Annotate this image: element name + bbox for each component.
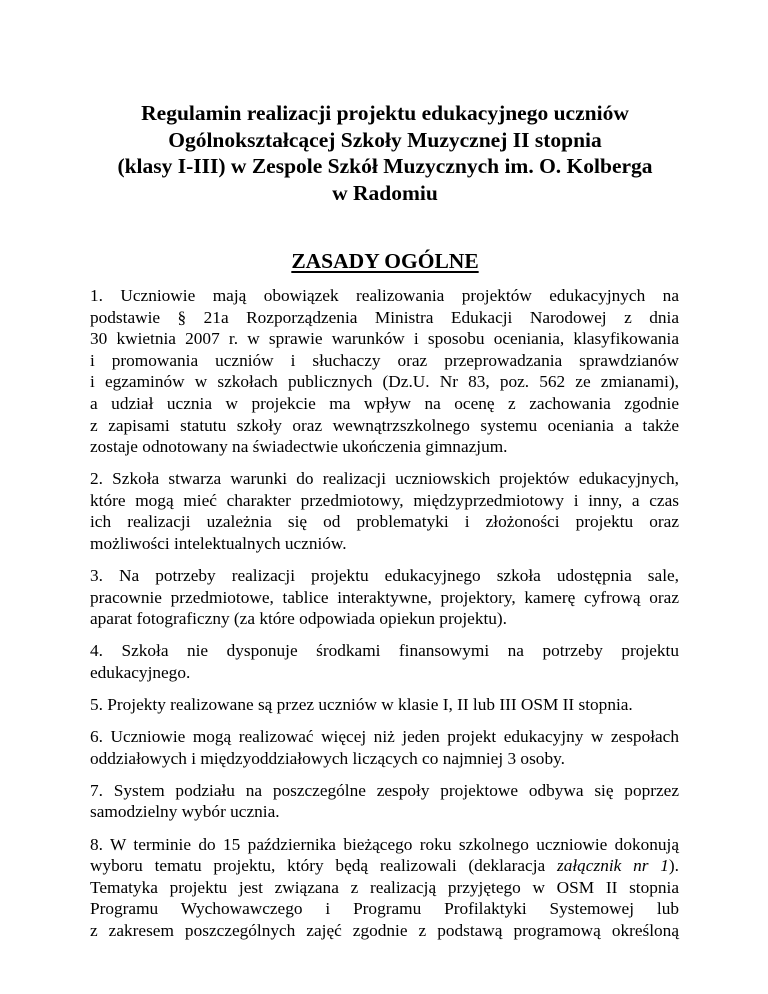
text-line: podstawie § 21a Rozporządzenia Ministra Edukacji Narodowej z dnia <box>90 307 679 327</box>
text-line: które mogą mieć charakter przedmiotowy, międzyprzedmiotowy i inny, a czas <box>90 490 679 510</box>
paragraph-2 <box>90 468 679 554</box>
text-line: Programu Wychowawczego i Programu Profilaktyki Systemowej lub <box>90 899 679 919</box>
paragraph-7 <box>90 780 679 823</box>
text-line: z zakresem poszczególnych zajęć zgodnie z podstawą programową określoną <box>90 920 679 940</box>
text-line: aparat fotograficzny (za które odpowiada opiekun projektu). <box>90 609 507 629</box>
text-line: 6. Uczniowie mogą realizować więcej niż jeden projekt edukacyjny w zespołach <box>90 727 679 747</box>
text-line: i promowania uczniów i słuchaczy oraz przeprowadzania sprawdzianów <box>90 350 679 370</box>
document-body <box>90 285 679 952</box>
text-line: oddziałowych i międzyoddziałowych liczących co najmniej 3 osoby. <box>90 748 565 768</box>
text-line: 30 kwietnia 2007 r. w sprawie warunków i sposobu oceniania, klasyfikowania <box>90 329 679 349</box>
attachment-reference: załącznik nr 1 <box>556 856 669 876</box>
text-line: 8. W terminie do 15 października bieżącego roku szkolnego uczniowie dokonują <box>90 834 679 854</box>
text-fragment: wyboru tematu projektu, który będą realizowali (deklaracja <box>90 856 557 876</box>
document-title <box>90 100 680 206</box>
paragraph-5 <box>90 694 679 716</box>
text-line: Tematyka projektu jest związana z realizacją przyjętego w OSM II stopnia <box>90 877 679 897</box>
text-line: 3. Na potrzeby realizacji projektu edukacyjnego szkoła udostępnia sale, <box>90 566 679 586</box>
paragraph-8 <box>90 834 679 942</box>
text-fragment: ). <box>668 856 679 876</box>
title-line: Regulamin realizacji projektu edukacyjnego uczniów <box>141 101 629 125</box>
paragraph-1 <box>90 285 679 458</box>
paragraph-6 <box>90 726 679 769</box>
text-line: a udział ucznia w projekcie ma wpływ na ocenę z zachowania zgodnie <box>90 393 679 413</box>
text-line: 7. System podziału na poszczególne zespoły projektowe odbywa się poprzez <box>90 780 679 800</box>
text-line: pracownie przedmiotowe, tablice interaktywne, projektory, kamerę cyfrową oraz <box>90 587 679 607</box>
text-line: z zapisami statutu szkoły oraz wewnątrzszkolnego systemu oceniania a także <box>90 415 679 435</box>
title-line: (klasy I-III) w Zespole Szkół Muzycznych im. O. Kolberga <box>117 154 653 178</box>
text-line: 4. Szkoła nie dysponuje środkami finansowymi na potrzeby projektu <box>90 641 679 661</box>
paragraph-4 <box>90 640 679 683</box>
text-line <box>90 855 679 877</box>
text-line: zostaje odnotowany na świadectwie ukończenia gimnazjum. <box>90 437 508 457</box>
text-line: edukacyjnego. <box>90 663 191 682</box>
text-line: ich realizacji uzależnia się od problematyki i złożoności projektu oraz <box>90 512 679 532</box>
paragraph-3 <box>90 565 679 630</box>
title-line: Ogólnokształcącej Szkoły Muzycznej II stopnia <box>168 127 602 152</box>
title-line: w Radomiu <box>332 180 438 205</box>
section-heading: ZASADY OGÓLNE <box>291 249 479 273</box>
text-line: i egzaminów w szkołach publicznych (Dz.U. Nr 83, poz. 562 ze zmianami), <box>90 372 679 392</box>
text-line: 5. Projekty realizowane są przez uczniów w klasie I, II lub III OSM II stopnia. <box>90 695 633 715</box>
text-line: 1. Uczniowie mają obowiązek realizowania projektów edukacyjnych na <box>90 286 679 305</box>
text-line: 2. Szkoła stwarza warunki do realizacji uczniowskich projektów edukacyjnych, <box>90 469 679 489</box>
text-line: samodzielny wybór ucznia. <box>90 802 280 822</box>
text-line: możliwości intelektualnych uczniów. <box>90 534 347 554</box>
